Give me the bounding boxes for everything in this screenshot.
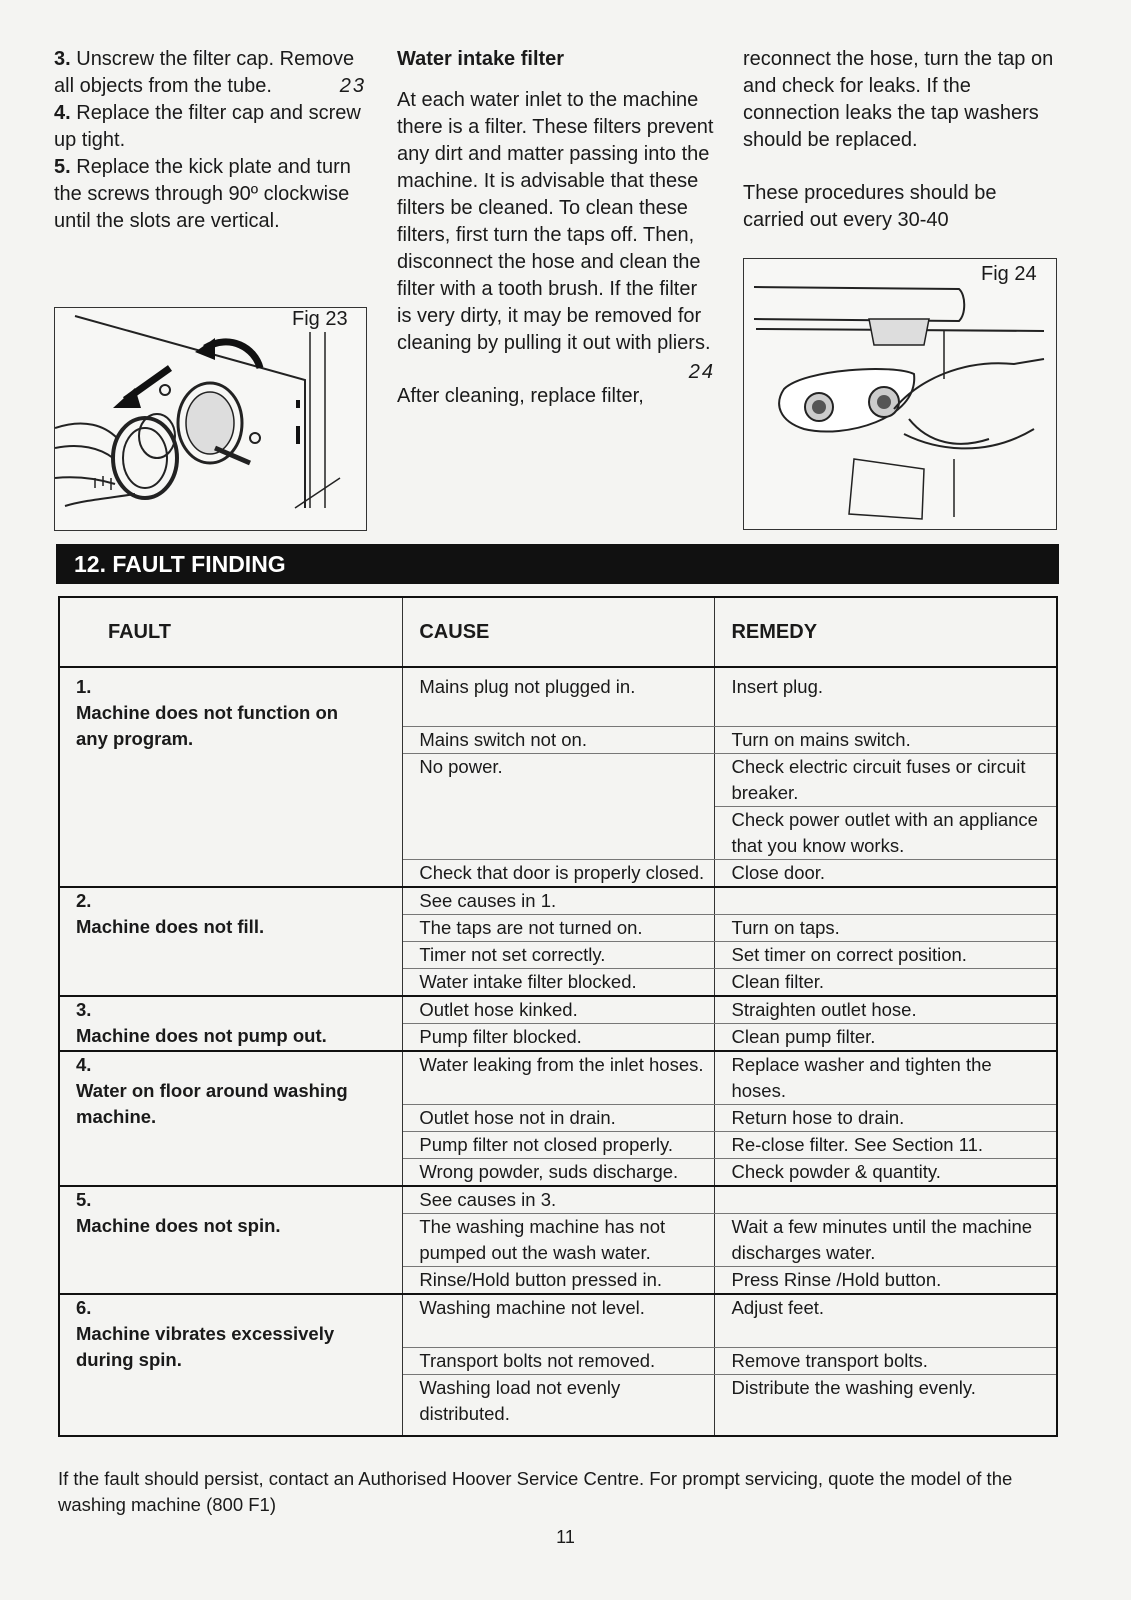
cause-cell: The washing machine has not pumped out the wash water. bbox=[403, 1214, 715, 1267]
water-intake-filter-text: At each water inlet to the machine there is a filter. These filters prevent any dirt and matter passing into the machine. It is advisable that these filters be cleaned. To clean these filters, first turn the taps off. Then, disconnect the hose and clean the filter with a tooth brush. If the filter is very dirty, it may be removed for cleaning by pulling it out with pliers. 24 bbox=[397, 87, 715, 357]
remedy-cell bbox=[715, 887, 1057, 915]
table-row bbox=[59, 887, 1057, 915]
fault-4: 4.Water on floor around washing machine. bbox=[59, 1051, 403, 1186]
header-cause: CAUSE bbox=[403, 597, 715, 667]
remedy-cell: Clean pump filter. bbox=[715, 1024, 1057, 1052]
reconnect-text: reconnect the hose, turn the tap on and check for leaks. If the connection leaks the tap washers should be replaced. bbox=[743, 48, 1054, 151]
cause-cell: The taps are not turned on. bbox=[403, 915, 715, 942]
service-centre-note: If the fault should persist, contact an Authorised Hoover Service Centre. For prompt servicing, quote the model of the washing machine (800 F1) bbox=[58, 1468, 1013, 1515]
remedy-cell: Clean filter. bbox=[715, 969, 1057, 997]
remedy-cell: Set timer on correct position. bbox=[715, 942, 1057, 969]
remedy-cell: Distribute the washing evenly. bbox=[731, 1377, 976, 1398]
cause-cell: Water leaking from the inlet hoses. bbox=[403, 1051, 715, 1105]
remedy-cell: Re-close filter. See Section 11. bbox=[715, 1132, 1057, 1159]
cause-cell: Wrong powder, suds discharge. bbox=[403, 1159, 715, 1187]
table-row bbox=[59, 667, 1057, 727]
table-header-row bbox=[59, 597, 1057, 667]
cause-cell: Check that door is properly closed. bbox=[403, 860, 715, 888]
fault-5: 5.Machine does not spin. bbox=[59, 1186, 403, 1294]
table-row bbox=[59, 1186, 1057, 1214]
cause-cell: Outlet hose kinked. bbox=[403, 996, 715, 1024]
cause-cell: See causes in 3. bbox=[403, 1186, 715, 1214]
table-row bbox=[59, 1051, 1057, 1105]
remedy-cell: Turn on taps. bbox=[715, 915, 1057, 942]
fault-2: 2.Machine does not fill. bbox=[59, 887, 403, 996]
cause-cell: Washing load not evenly distributed. bbox=[403, 1375, 715, 1437]
page-number: 11 bbox=[556, 1527, 575, 1547]
cause-cell: Water intake filter blocked. bbox=[403, 969, 715, 997]
cause-cell: No power. bbox=[403, 754, 715, 860]
figure-24 bbox=[743, 258, 1057, 530]
step-3: 3. Unscrew the filter cap. Remove all objects from the tube. 23 bbox=[54, 46, 366, 100]
cause-cell: Washing machine not level. bbox=[403, 1294, 715, 1348]
figure-23-label: Fig 23 bbox=[292, 308, 348, 330]
table-row bbox=[59, 996, 1057, 1024]
instructions-column-1 bbox=[54, 46, 366, 235]
remedy-cell: Insert plug. bbox=[715, 667, 1057, 727]
step-5: 5. Replace the kick plate and turn the screws through 90º clockwise until the slots are vertical. bbox=[54, 156, 351, 232]
remedy-cell: Wait a few minutes until the machine discharges water. bbox=[715, 1214, 1057, 1267]
cause-cell: Mains switch not on. bbox=[403, 727, 715, 754]
cause-cell: Rinse/Hold button pressed in. bbox=[403, 1267, 715, 1295]
cause-cell: Timer not set correctly. bbox=[403, 942, 715, 969]
cause-cell: Pump filter blocked. bbox=[403, 1024, 715, 1052]
remedy-cell: Check electric circuit fuses or circuit breaker. bbox=[715, 754, 1057, 807]
header-fault: FAULT bbox=[59, 597, 403, 667]
remedy-cell: Remove transport bolts. bbox=[715, 1348, 1057, 1375]
fault-3: 3.Machine does not pump out. bbox=[59, 996, 403, 1051]
table-body bbox=[59, 667, 1057, 1436]
water-intake-filter-heading: Water intake filter bbox=[397, 48, 565, 70]
remedy-cell: Replace washer and tighten the hoses. bbox=[715, 1051, 1057, 1105]
remedy-cell: Check powder & quantity. bbox=[715, 1159, 1057, 1187]
instructions-column-2 bbox=[397, 46, 715, 410]
remedy-cell: Return hose to drain. bbox=[715, 1105, 1057, 1132]
fault-6: 6.Machine vibrates excessively during spin. bbox=[59, 1294, 403, 1436]
remedy-cell: Press Rinse /Hold button. bbox=[715, 1267, 1057, 1295]
figure-ref-23: 23 bbox=[339, 75, 366, 97]
figure-ref-24: 24 bbox=[688, 361, 715, 383]
remedy-cell: Close door. bbox=[715, 860, 1057, 888]
remedy-cell: Straighten outlet hose. bbox=[715, 996, 1057, 1024]
fault-1: 1.Machine does not function on any program. bbox=[59, 667, 403, 887]
figure-23 bbox=[54, 307, 367, 531]
remedy-cell: Turn on mains switch. bbox=[715, 727, 1057, 754]
remedy-cell: Adjust feet. bbox=[715, 1294, 1057, 1348]
header-remedy: REMEDY bbox=[715, 597, 1057, 667]
cause-cell: Pump filter not closed properly. bbox=[403, 1132, 715, 1159]
after-cleaning-text: After cleaning, replace filter, bbox=[397, 385, 644, 407]
cause-cell: Mains plug not plugged in. bbox=[403, 667, 715, 727]
figure-24-label: Fig 24 bbox=[981, 263, 1037, 285]
cause-cell: See causes in 1. bbox=[403, 887, 715, 915]
cause-cell: Transport bolts not removed. bbox=[403, 1348, 715, 1375]
table-row bbox=[59, 1294, 1057, 1348]
step-4: 4. Replace the filter cap and screw up tight. bbox=[54, 102, 361, 151]
inlet-filter-illustration bbox=[744, 259, 1056, 529]
remedy-cell bbox=[715, 1186, 1057, 1214]
instructions-column-3 bbox=[743, 46, 1055, 234]
cause-cell: Outlet hose not in drain. bbox=[403, 1105, 715, 1132]
fault-finding-table bbox=[58, 596, 1058, 1437]
filter-cap-illustration bbox=[55, 308, 366, 530]
remedy-cell: Check power outlet with an appliance that you know works. bbox=[715, 807, 1057, 860]
section-heading-fault-finding: 12. FAULT FINDING bbox=[56, 544, 1059, 584]
procedures-frequency-text: These procedures should be carried out every 30-40 bbox=[743, 182, 997, 231]
